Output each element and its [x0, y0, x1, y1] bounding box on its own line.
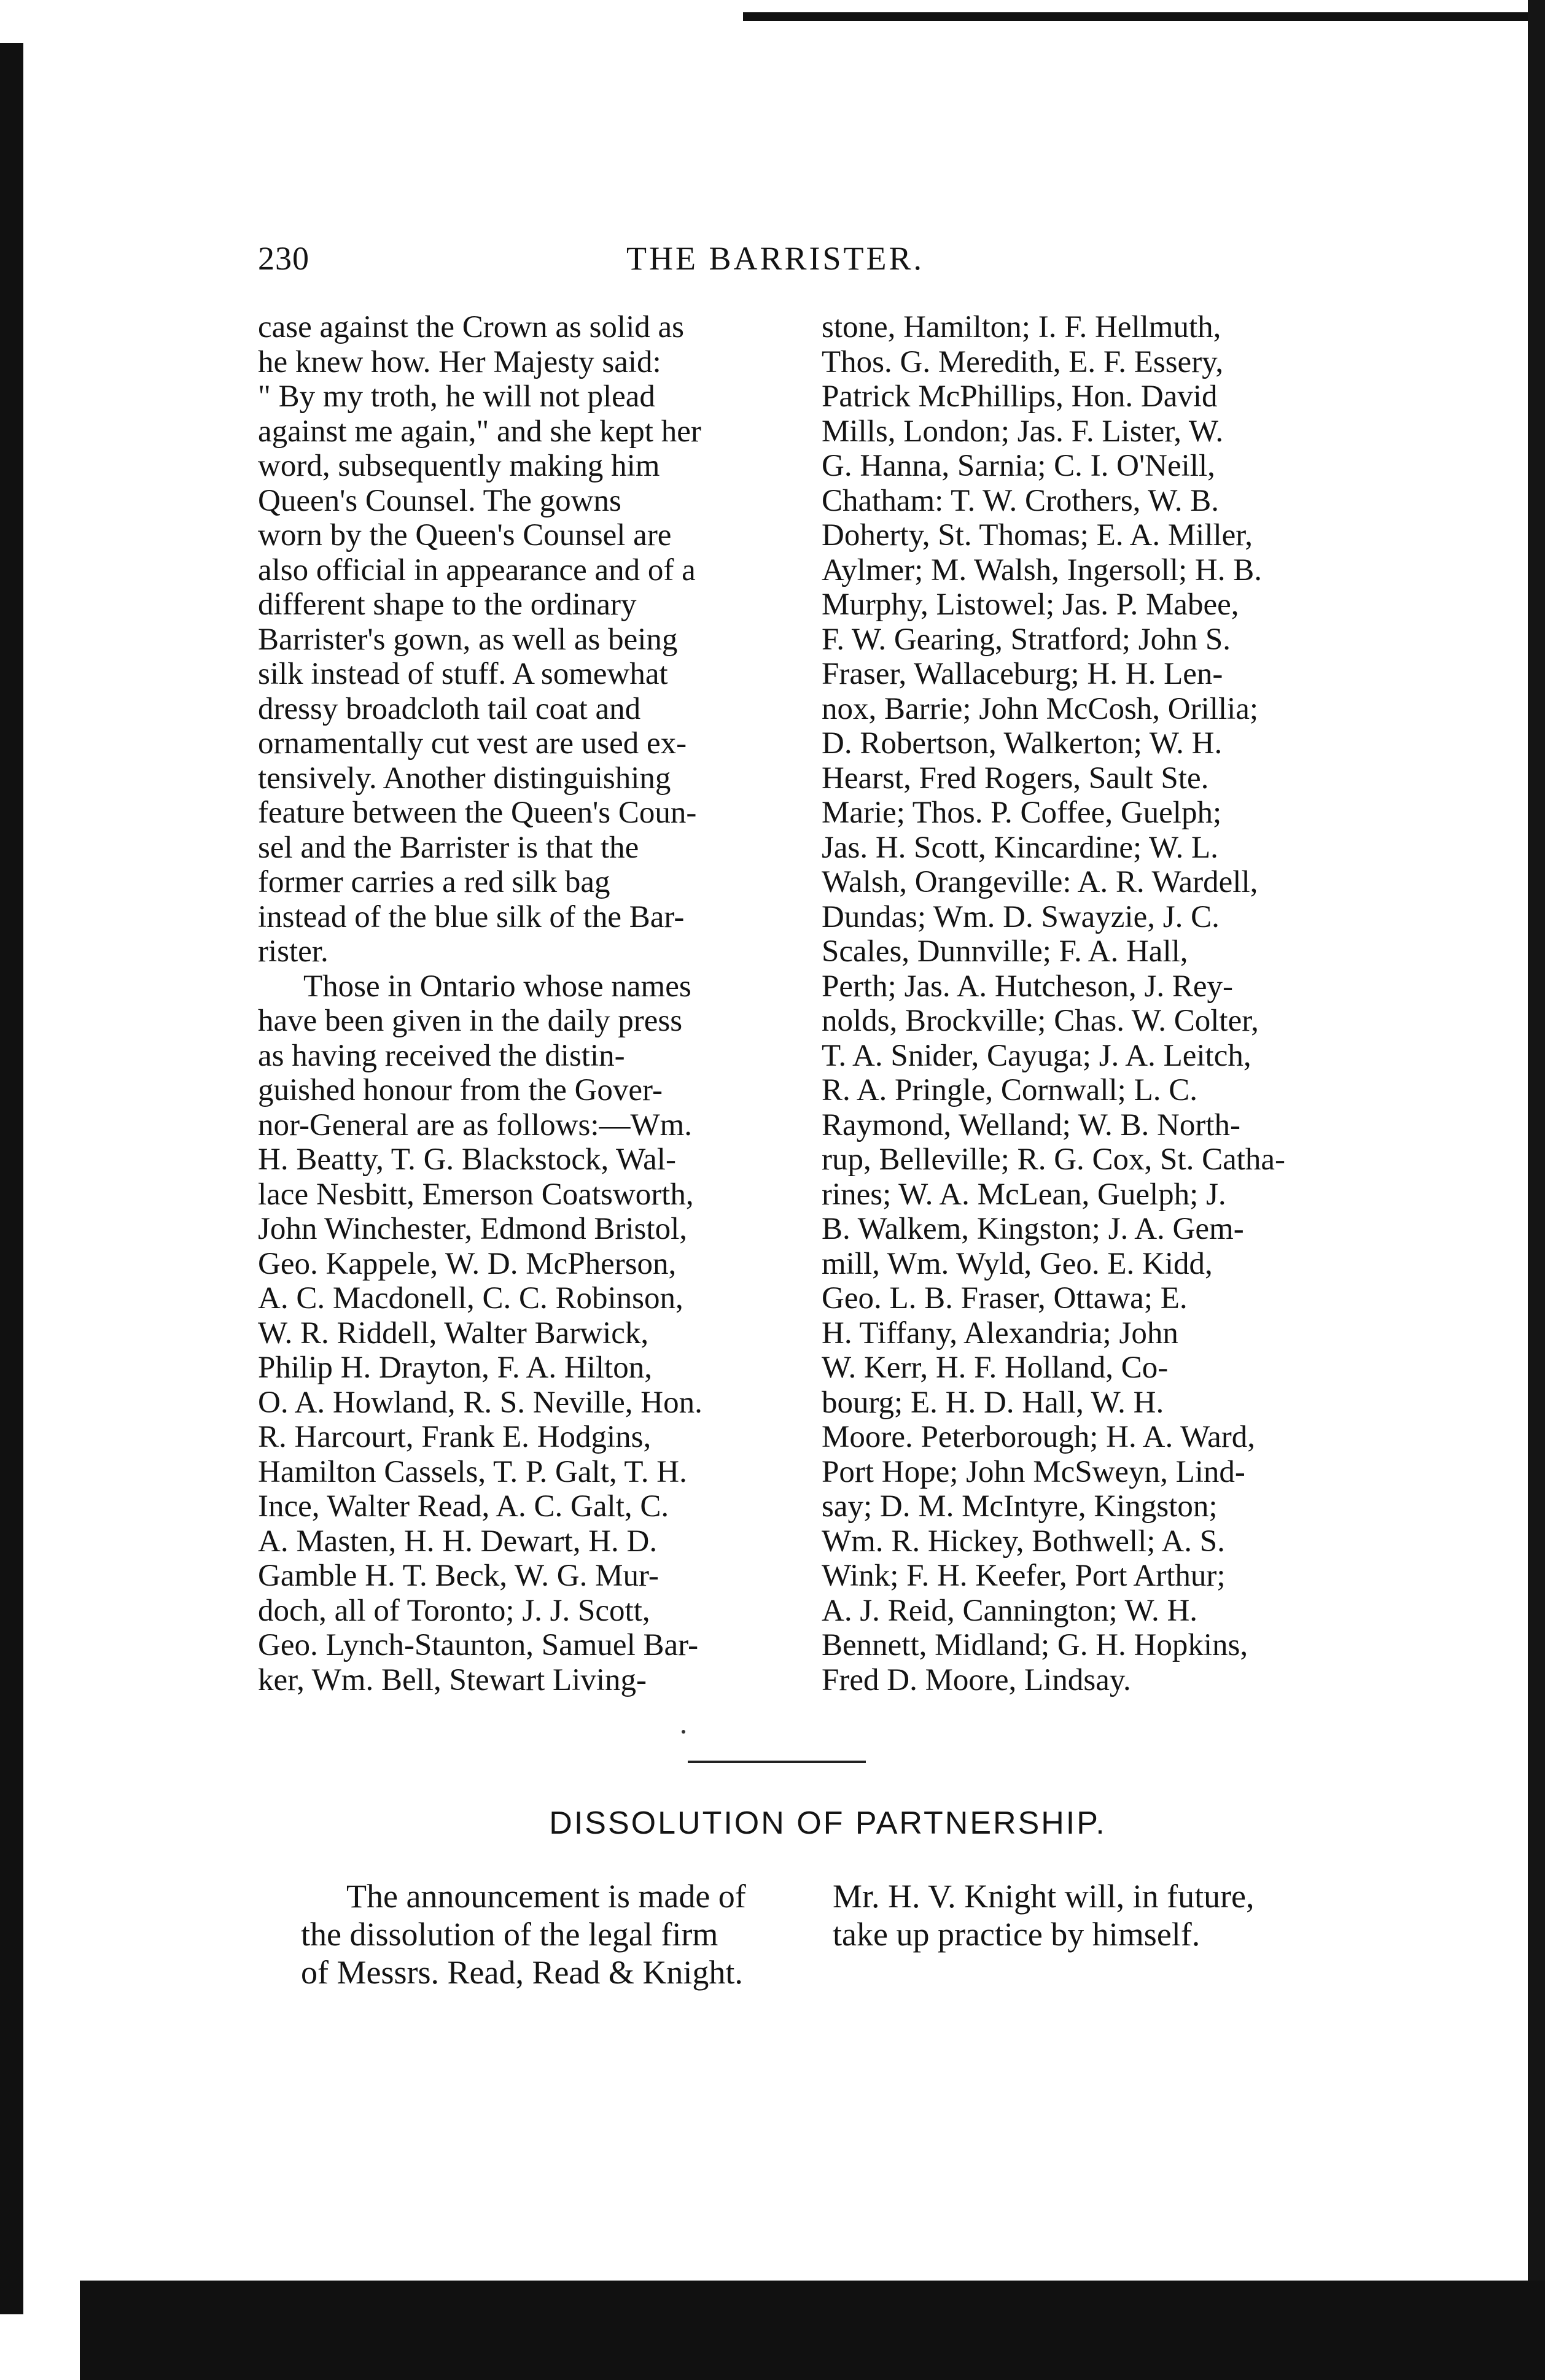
article-left-column [258, 310, 798, 1697]
scan-border-left [0, 43, 23, 2314]
article-paragraph: Those in Ontario whose names have been given in the daily press as having received the distin- guished honour from the Gover- nor-General are as follows:—Wm. H. Beatty, T. G. Blackstock, Wal- lace Nesbitt, Emerson Coatsworth, John Winchester, Edmond Bristol, Geo. Kappele, W. D. McPherson, A. C. Macdonell, C. C. Robinson, W. R. Riddell, Walter Barwick, Philip H. Drayton, F. A. Hilton, O. A. Howland, R. S. Neville, Hon. R. Harcourt, Frank E. Hodgins, Hamilton Cassels, T. P. Galt, T. H. Ince, Walter Read, A. C. Galt, C. A. Masten, H. H. Dewart, H. D. Gamble H. T. Beck, W. G. Mur- doch, all of Toronto; J. J. Scott, Geo. Lynch-Staunton, Samuel Bar- ker, Wm. Bell, Stewart Living- [258, 969, 702, 1697]
page-number: 230 [258, 240, 309, 277]
scan-border-right [1528, 0, 1545, 2320]
article-paragraph: case against the Crown as solid as he knew how. Her Majesty said: " By my troth, he will not plead against me again," and she kept her word, subsequently making him Queen's Counsel. The gowns worn by the Queen's Counsel are also official in appearance and of a different shape to the ordinary Barrister's gown, as well as being silk instead of stuff. A somewhat dressy broadcloth tail coat and ornamentally cut vest are used ex- tensively. Another distinguishing feature between the Queen's Coun- sel and the Barrister is that the former carries a red silk bag instead of the blue silk of the Bar- rister. [258, 310, 701, 969]
scan-border-bottom [80, 2281, 1545, 2380]
article-right-column [822, 310, 1362, 1697]
section-divider [688, 1761, 866, 1763]
running-head: THE BARRISTER. [626, 240, 925, 277]
section-title-text: DISSOLUTION OF PARTNERSHIP. [549, 1805, 1107, 1841]
notice-left-column: The announcement is made of the dissolution of the legal firm of Messrs. Read, Read & Knight. [301, 1878, 746, 1991]
section-title [0, 1805, 1545, 1842]
article-paragraph: stone, Hamilton; I. F. Hellmuth, Thos. G. Meredith, E. F. Essery, Patrick McPhillips, Hon. David Mills, London; Jas. F. Lister, W. G. Hanna, Sarnia; C. I. O'Neill, Chatham: T. W. Crothers, W. B. Doherty, St. Thomas; E. A. Miller, Aylmer; M. Walsh, Ingersoll; H. B. Murphy, Listowel; Jas. P. Mabee, F. W. Gearing, Stratford; John S. Fraser, Wallaceburg; H. H. Len- nox, Barrie; John McCosh, Orillia; D. Robertson, Walkerton; W. H. Hearst, Fred Rogers, Sault Ste. Marie; Thos. P. Coffee, Guelph; Jas. H. Scott, Kincardine; W. L. Walsh, Orangeville: A. R. Wardell, Dundas; Wm. D. Swayzie, J. C. Scales, Dunnville; F. A. Hall, Perth; Jas. A. Hutcheson, J. Rey- nolds, Brockville; Chas. W. Colter, T. A. Snider, Cayuga; J. A. Leitch, R. A. Pringle, Cornwall; L. C. Raymond, Welland; W. B. North- rup, Belleville; R. G. Cox, St. Catha- rines; W. A. McLean, Guelph; J. B. Walkem, Kingston; J. A. Gem- mill, Wm. Wyld, Geo. E. Kidd, Geo. L. B. Fraser, Ottawa; E. H. Tiffany, Alexandria; John W. Kerr, H. F. Holland, Co- bourg; E. H. D. Hall, W. H. Moore. Peterborough; H. A. Ward, Port Hope; John McSweyn, Lind- say; D. M. McIntyre, Kingston; Wm. R. Hickey, Bothwell; A. S. Wink; F. H. Keefer, Port Arthur; A. J. Reid, Cannington; W. H. Bennett, Midland; G. H. Hopkins, Fred D. Moore, Lindsay. [822, 310, 1286, 1697]
separator-dot [682, 1730, 685, 1734]
scan-border-top [743, 12, 1535, 21]
notice-right-column: Mr. H. V. Knight will, in future, take up practice by himself. [833, 1878, 1255, 1953]
page-header [258, 239, 1302, 289]
